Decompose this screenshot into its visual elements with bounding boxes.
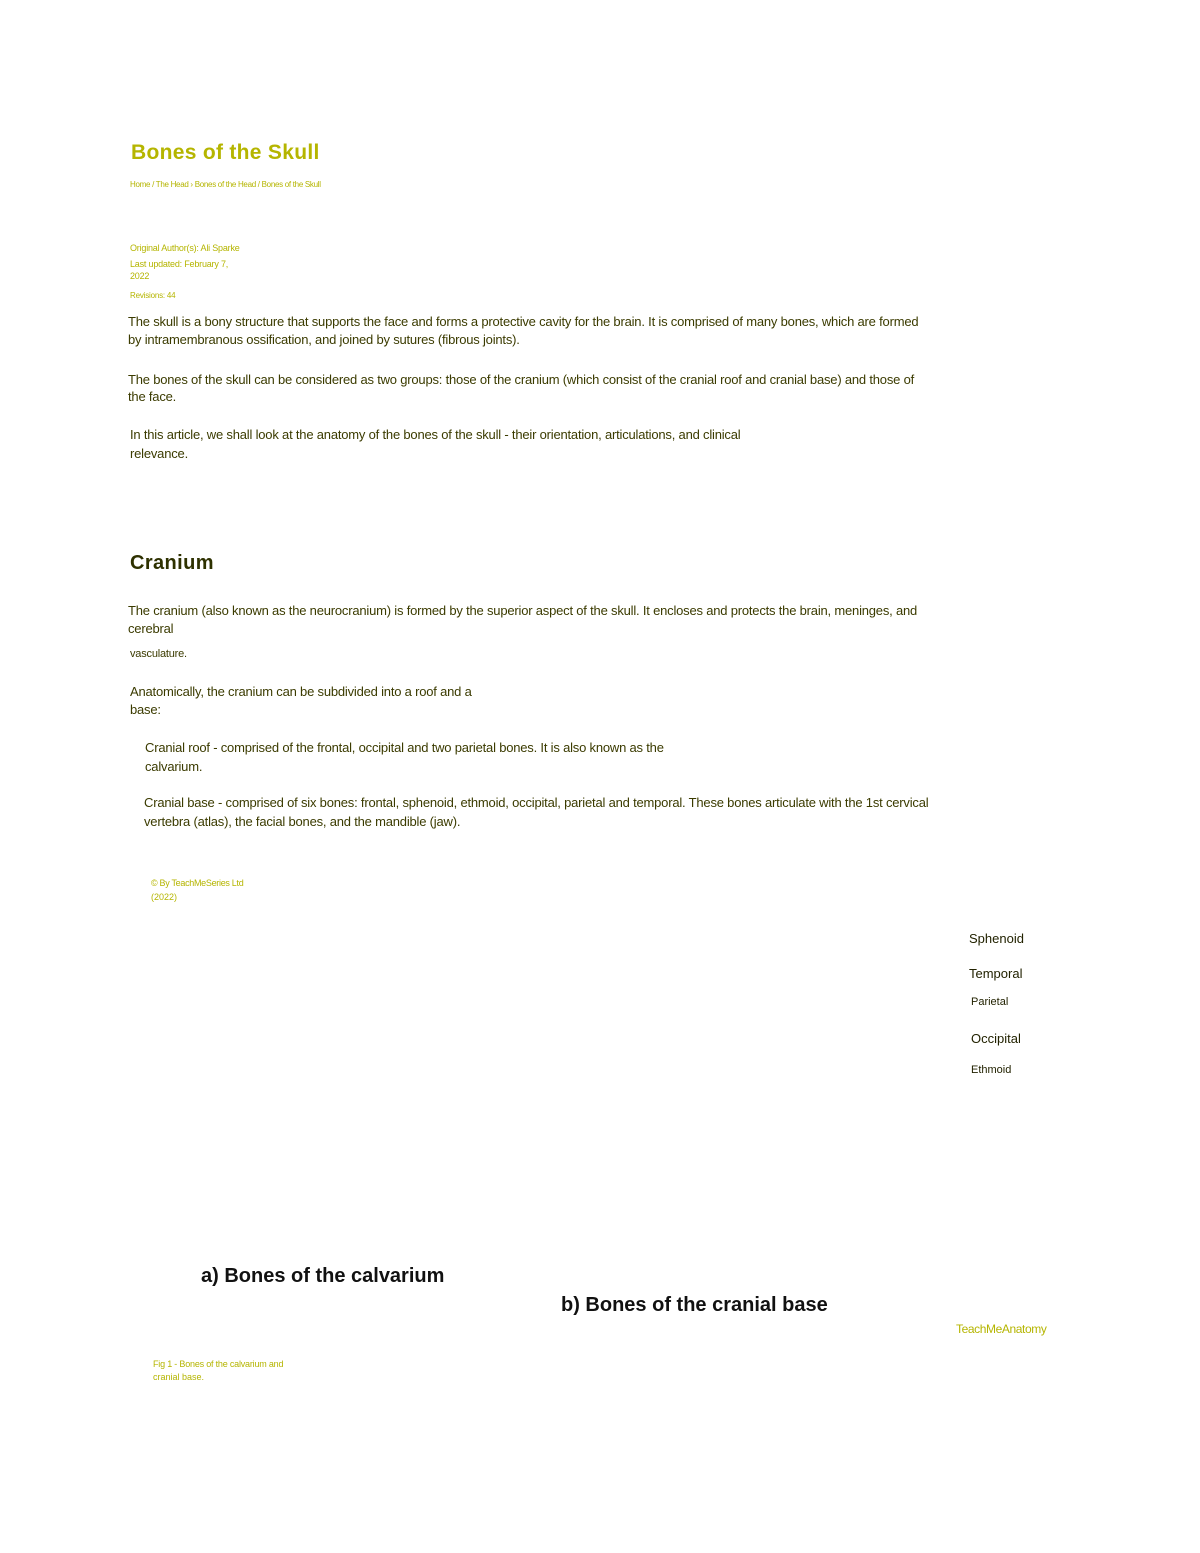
intro-paragraph-3-line-1: In this article, we shall look at the anatomy of the bones of the skull - their orientation, articulations, and clinical <box>130 427 741 442</box>
cranium-paragraph-1-line-2: cerebral <box>128 621 174 636</box>
intro-paragraph-2-line-2: the face. <box>128 389 177 404</box>
label-parietal: Parietal <box>971 996 1009 1008</box>
figure-caption-line-2: cranial base. <box>153 1372 205 1382</box>
brand-watermark: TeachMeAnatomy <box>956 1322 1047 1336</box>
intro-paragraph-3-line-2: relevance. <box>130 446 188 461</box>
label-occipital: Occipital <box>971 1031 1021 1046</box>
revisions-line: Revisions: 44 <box>130 291 176 300</box>
label-sphenoid: Sphenoid <box>969 931 1024 946</box>
cranium-paragraph-2-line-2: base: <box>130 702 161 717</box>
cranium-paragraph-2-line-1: Anatomically, the cranium can be subdivided into a roof and a <box>130 684 472 699</box>
updated-year: 2022 <box>130 271 150 281</box>
author-line: Original Author(s): Ali Sparke <box>130 243 240 253</box>
caption-cranial-base: b) Bones of the cranial base <box>561 1294 828 1316</box>
caption-calvarium: a) Bones of the calvarium <box>201 1265 445 1287</box>
page-title: Bones of the Skull <box>131 141 320 164</box>
label-temporal: Temporal <box>969 966 1023 981</box>
label-ethmoid: Ethmoid <box>971 1064 1012 1076</box>
cranial-base-line-2: vertebra (atlas), the facial bones, and the mandible (jaw). <box>144 814 461 829</box>
section-heading-cranium: Cranium <box>130 552 214 574</box>
intro-paragraph-1-line-2: by intramembranous ossification, and joined by sutures (fibrous joints). <box>128 332 520 347</box>
copyright-line-2: (2022) <box>151 892 178 902</box>
cranium-paragraph-1-line-3: vasculature. <box>130 648 187 660</box>
cranial-roof-line-1: Cranial roof - comprised of the frontal, occipital and two parietal bones. It is also known as the <box>145 740 664 755</box>
intro-paragraph-2-line-1: The bones of the skull can be considered as two groups: those of the cranium (which consist of the cranial roof and cranial base) and those of <box>128 372 915 387</box>
cranial-roof-line-2: calvarium. <box>145 759 203 774</box>
breadcrumb[interactable]: Home / The Head › Bones of the Head / Bones of the Skull <box>130 180 321 189</box>
updated-line: Last updated: February 7, <box>130 259 229 269</box>
copyright-line-1: © By TeachMeSeries Ltd <box>151 878 244 888</box>
intro-paragraph-1-line-1: The skull is a bony structure that supports the face and forms a protective cavity for the brain. It is comprised of many bones, which are formed <box>128 314 919 329</box>
cranial-base-line-1: Cranial base - comprised of six bones: frontal, sphenoid, ethmoid, occipital, parietal and temporal. These bones articulate with the 1st cervical <box>144 795 929 810</box>
figure-caption-line-1: Fig 1 - Bones of the calvarium and <box>153 1359 284 1369</box>
cranium-paragraph-1-line-1: The cranium (also known as the neurocranium) is formed by the superior aspect of the skull. It encloses and protects the brain, meninges, and <box>128 603 918 618</box>
